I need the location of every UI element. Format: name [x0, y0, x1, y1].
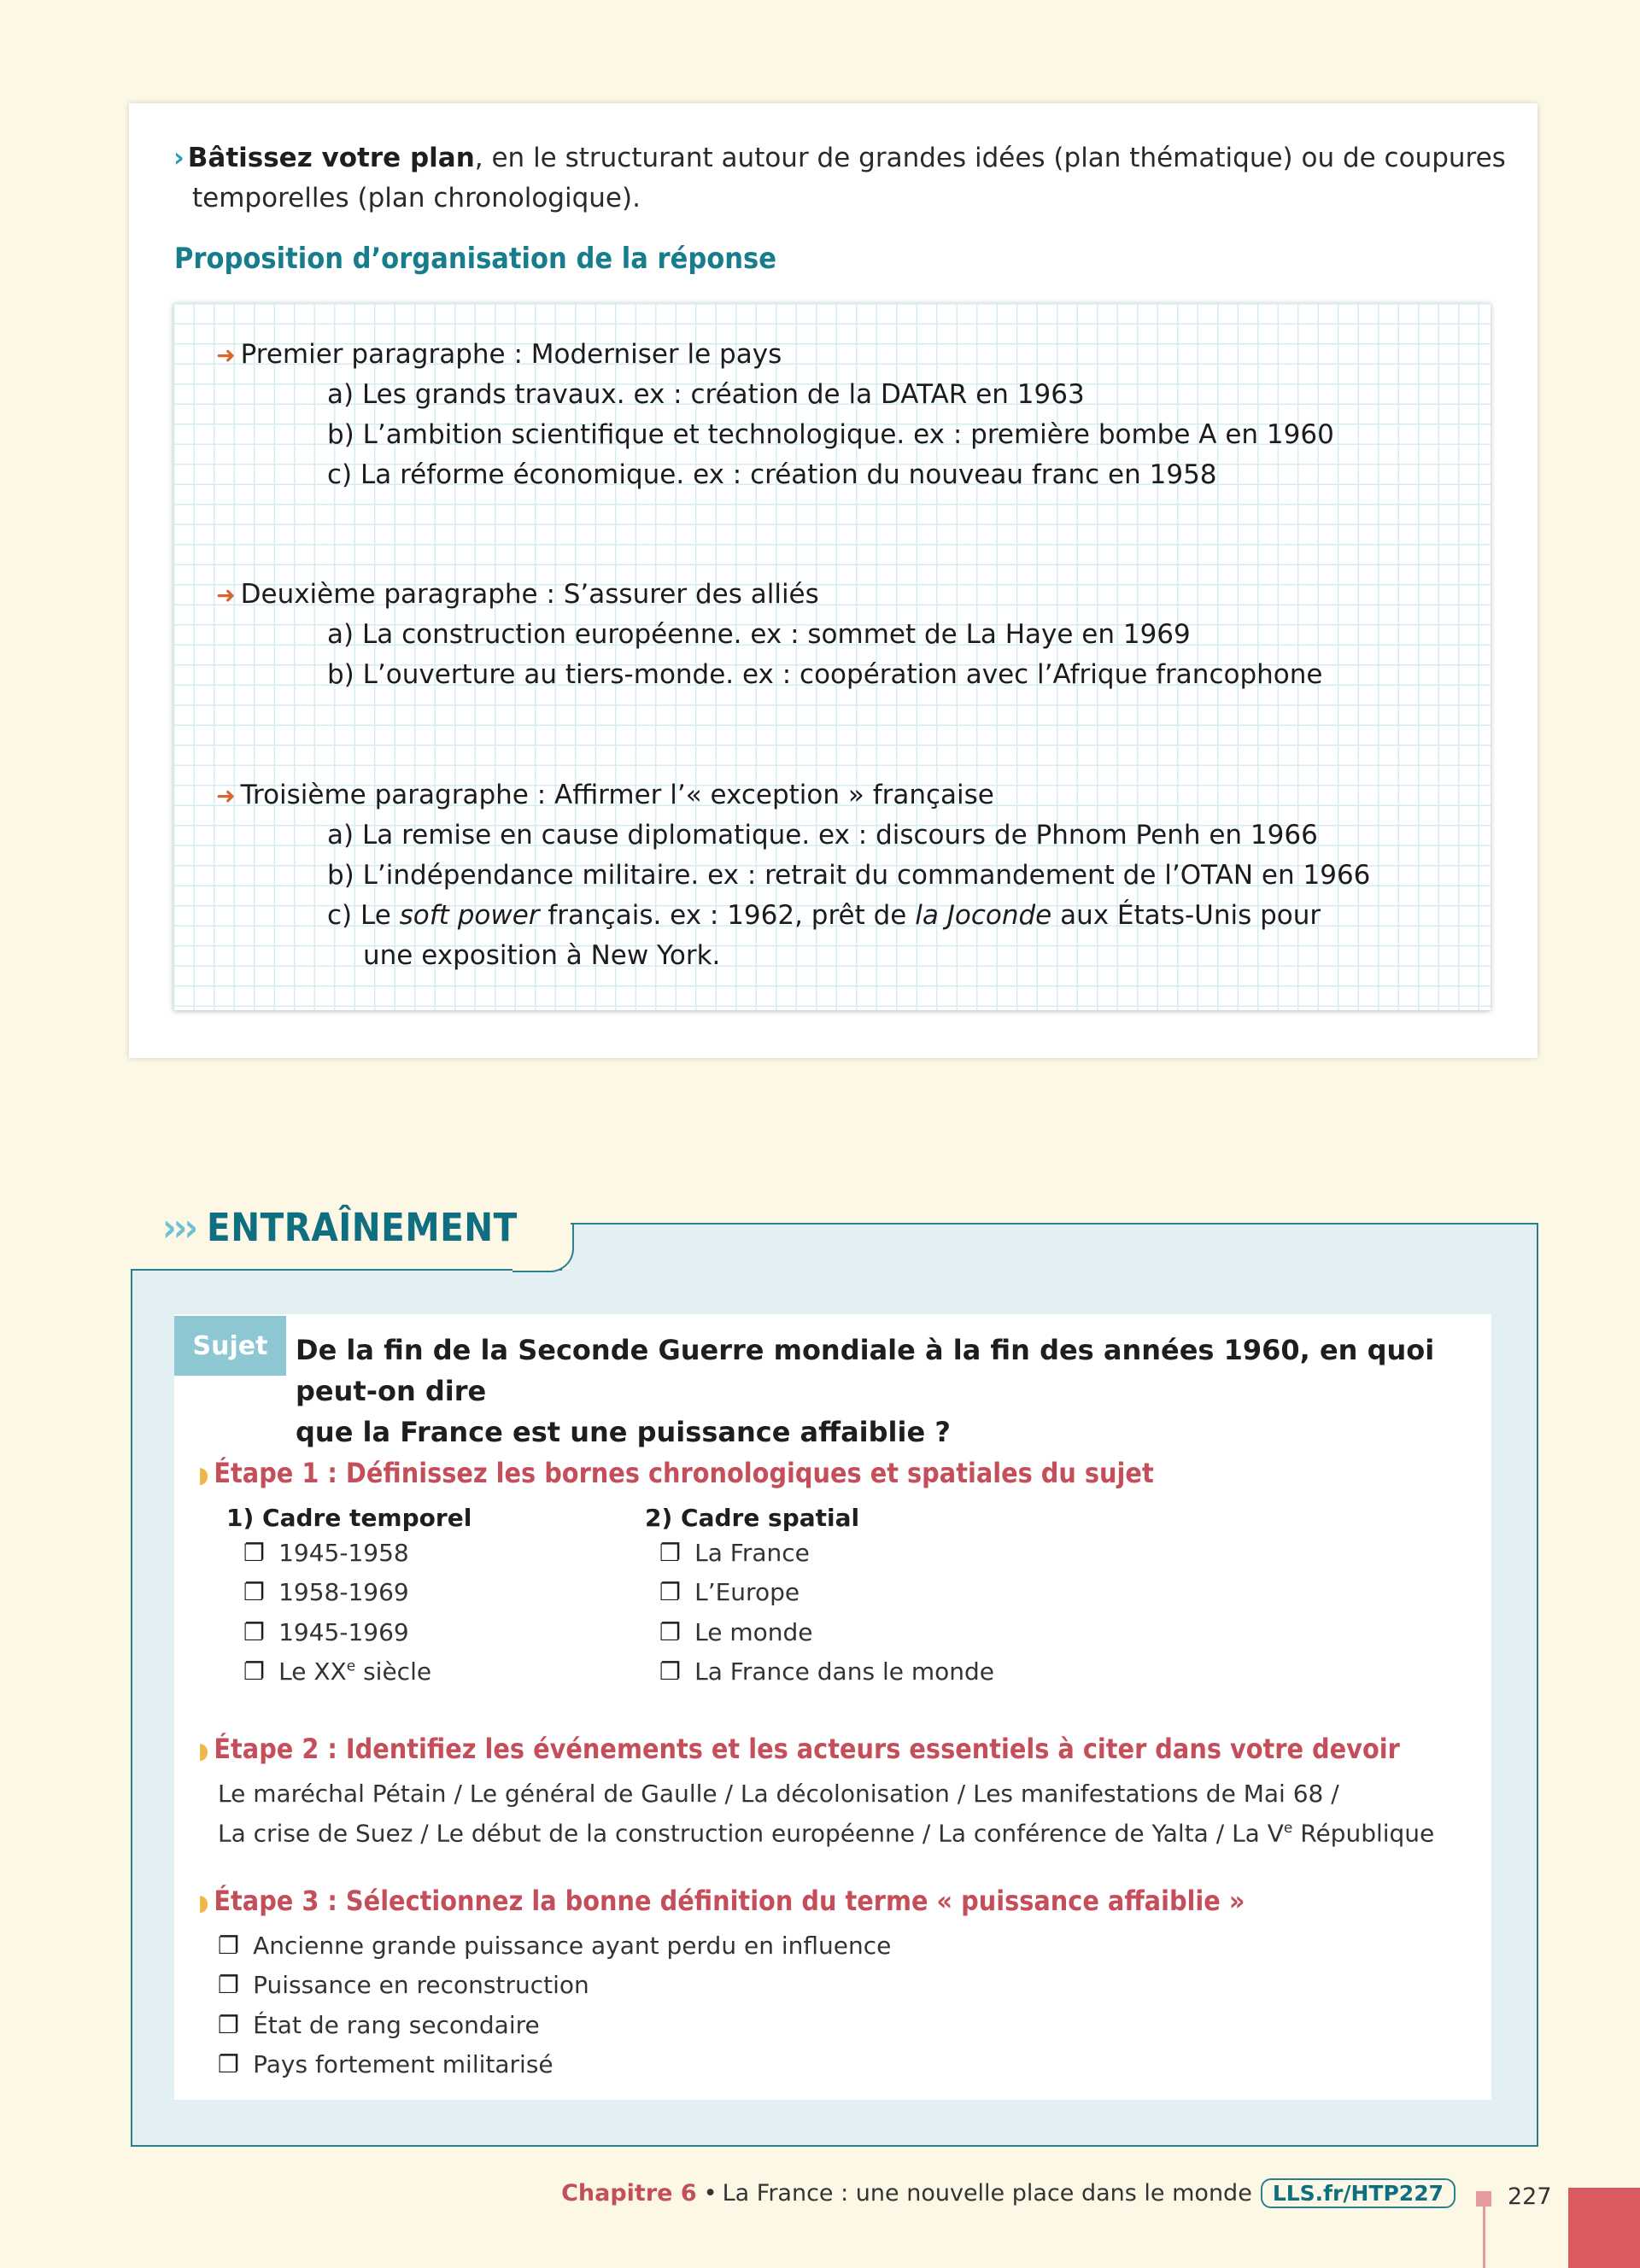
- chevrons-icon: ›››: [162, 1205, 196, 1250]
- entrainement-divider: [131, 1269, 562, 1271]
- plan-item: a) La remise en cause diplomatique. ex : discours de Phnom Penh en 1966: [327, 820, 1318, 850]
- checkbox-option[interactable]: ❐ Pays fortement militarisé: [218, 2050, 554, 2078]
- checkbox-icon: ❐: [218, 2050, 240, 2078]
- checkbox-icon: ❐: [659, 1657, 682, 1686]
- checkbox-icon: ❐: [243, 1618, 266, 1646]
- plan-item: b) L’ouverture au tiers-monde. ex : coopération avec l’Afrique francophone: [327, 659, 1323, 690]
- etape-3-title: ◗ Étape 3 : Sélectionnez la bonne définition du terme « puissance affaiblie »: [198, 1885, 1245, 1917]
- checkbox-option[interactable]: ❐ L’Europe: [659, 1578, 800, 1606]
- entrainement-heading: ››› ENTRAÎNEMENT: [162, 1205, 518, 1250]
- plan-item: a) Les grands travaux. ex : création de la DATAR en 1963: [327, 379, 1085, 410]
- arrow-icon: ➜: [216, 582, 236, 609]
- chevron-icon: ›: [173, 143, 184, 173]
- bullet-icon: ◗: [198, 1739, 209, 1764]
- checkbox-option[interactable]: ❐ Le monde: [659, 1618, 813, 1646]
- bullet-icon: ◗: [198, 1463, 209, 1488]
- intro-line1: , en le structurant autour de grandes idées (plan thématique) ou de coupures: [474, 143, 1506, 173]
- plan-item: b) L’ambition scientifique et technologique. ex : première bombe A en 1960: [327, 419, 1334, 450]
- bullet-icon: ◗: [198, 1891, 209, 1916]
- checkbox-option[interactable]: ❐ Le XXe siècle: [243, 1657, 432, 1686]
- checkbox-option[interactable]: ❐ Ancienne grande puissance ayant perdu en influence: [218, 1932, 892, 1960]
- checkbox-icon: ❐: [659, 1618, 682, 1646]
- footer-chapter: Chapitre 6: [561, 2180, 697, 2207]
- page-footer: [561, 2178, 1456, 2208]
- sujet-question: De la fin de la Seconde Guerre mondiale à la fin des années 1960, en quoi peut-on dire que la France est une puissance affaiblie ?: [296, 1334, 1435, 1448]
- page-number: 227: [1508, 2183, 1552, 2210]
- entrainement-top-border: [571, 1223, 1536, 1225]
- footer-line: [1483, 2207, 1485, 2268]
- arrow-icon: ➜: [216, 342, 236, 369]
- footer-square-icon: [1476, 2191, 1491, 2207]
- checkbox-icon: ❐: [243, 1657, 266, 1686]
- checkbox-option[interactable]: ❐ La France dans le monde: [659, 1657, 994, 1686]
- checkbox-option[interactable]: ❐ 1958-1969: [243, 1578, 409, 1606]
- intro-line2: temporelles (plan chronologique).: [192, 183, 641, 213]
- checkbox-option[interactable]: ❐ Puissance en reconstruction: [218, 1971, 589, 1999]
- intro-paragraph: [173, 138, 1506, 219]
- plan-item: c) La réforme économique. ex : création du nouveau franc en 1958: [327, 459, 1217, 490]
- footer-link[interactable]: LLS.fr/HTP227: [1261, 2178, 1456, 2208]
- checkbox-icon: ❐: [218, 2011, 240, 2039]
- plan-item: a) La construction européenne. ex : sommet de La Haye en 1969: [327, 619, 1191, 650]
- checkbox-icon: ❐: [243, 1539, 266, 1567]
- checkbox-option[interactable]: ❐ État de rang secondaire: [218, 2011, 540, 2039]
- intro-bold: Bâtissez votre plan: [187, 143, 475, 173]
- cadre-spatial-title: 2) Cadre spatial: [645, 1504, 860, 1532]
- checkbox-icon: ❐: [659, 1539, 682, 1567]
- plan-item-continuation: une exposition à New York.: [363, 940, 721, 971]
- footer-title: La France : une nouvelle place dans le monde: [722, 2180, 1252, 2207]
- plan-paragraph-1-title: ➜ Premier paragraphe : Moderniser le pays: [216, 339, 782, 370]
- checkbox-icon: ❐: [218, 1932, 240, 1960]
- checkbox-icon: ❐: [218, 1971, 240, 1999]
- checkbox-icon: ❐: [659, 1578, 682, 1606]
- plan-item: c) Le soft power français. ex : 1962, prêt de la Joconde aux États-Unis pour: [327, 900, 1321, 931]
- sujet-badge: Sujet: [174, 1316, 286, 1376]
- footer-separator: •: [703, 2180, 718, 2207]
- corner-tab: [1568, 2188, 1640, 2268]
- etape-1-title: ◗ Étape 1 : Définissez les bornes chronologiques et spatiales du sujet: [198, 1457, 1154, 1489]
- checkbox-icon: ❐: [243, 1578, 266, 1606]
- proposition-title: Proposition d’organisation de la réponse: [174, 242, 777, 276]
- cadre-temporel-title: 1) Cadre temporel: [226, 1504, 472, 1532]
- plan-item: b) L’indépendance militaire. ex : retrait du commandement de l’OTAN en 1966: [327, 860, 1371, 891]
- checkbox-option[interactable]: ❐ 1945-1958: [243, 1539, 409, 1567]
- checkbox-option[interactable]: ❐ 1945-1969: [243, 1618, 409, 1646]
- arrow-icon: ➜: [216, 783, 236, 810]
- entrainement-tab-curve: [512, 1223, 574, 1272]
- etape-2-title: ◗ Étape 2 : Identifiez les événements et les acteurs essentiels à citer dans votre devoir: [198, 1733, 1400, 1765]
- plan-paragraph-2-title: ➜ Deuxième paragraphe : S’assurer des alliés: [216, 579, 819, 610]
- plan-paragraph-3-title: ➜ Troisième paragraphe : Affirmer l’« exception » française: [216, 780, 994, 810]
- checkbox-option[interactable]: ❐ La France: [659, 1539, 810, 1567]
- etape-2-list: Le maréchal Pétain / Le général de Gaulle / La décolonisation / Les manifestations de Mai 68 / La crise de Suez / Le début de la construction européenne / La conférence de Yalta / La Ve République: [218, 1780, 1435, 1848]
